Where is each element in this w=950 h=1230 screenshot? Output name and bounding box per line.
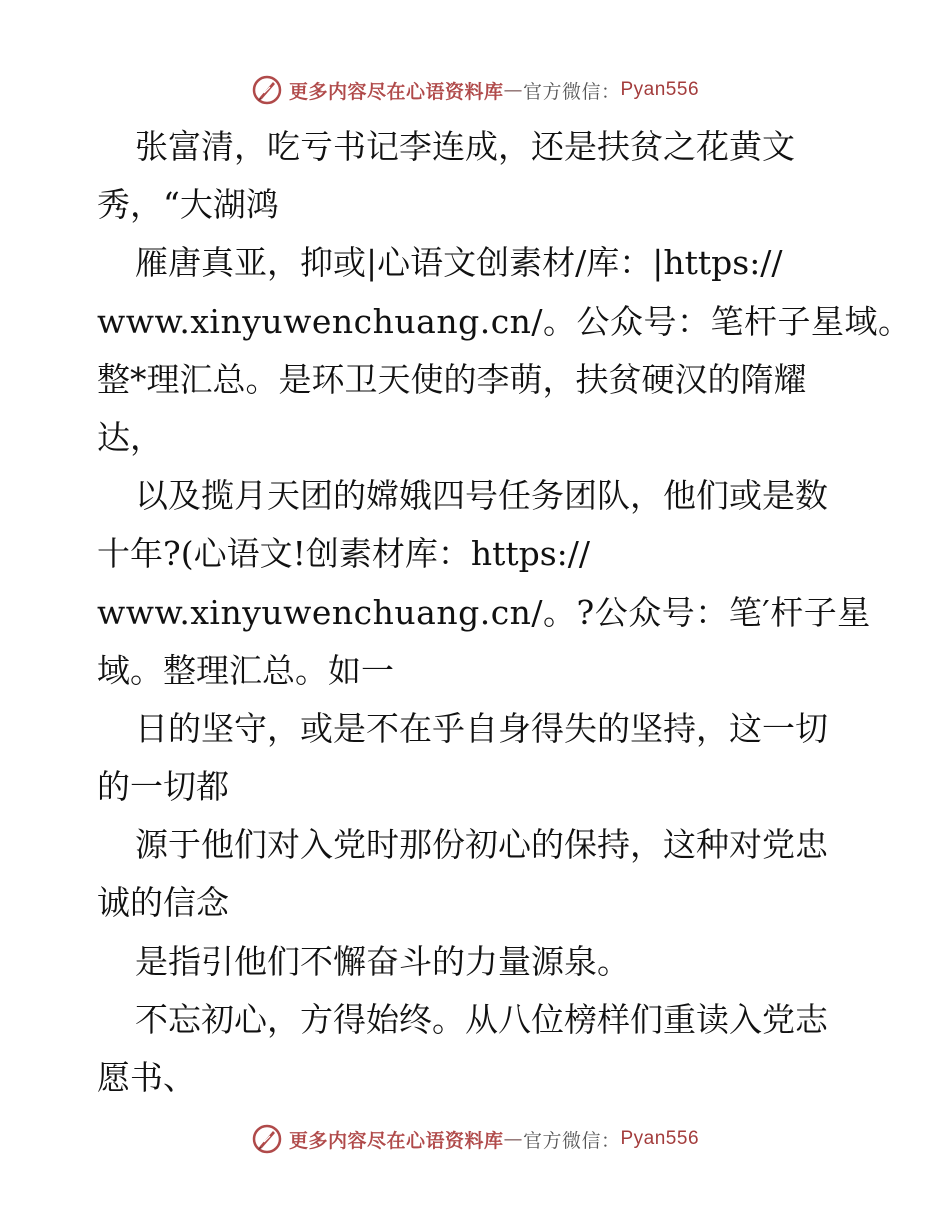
banner-main-text: 更多内容尽在心语资料库 (288, 80, 504, 103)
text-line: 以及揽月天团的嫦娥四号任务团队，他们或是数 (135, 476, 828, 516)
banner-wechat-label: 官方微信： (522, 80, 621, 103)
text-line: www.xinyuwenchuang.cn/。?公众号：笔′杆子星 (97, 592, 871, 632)
text-line: 是指引他们不懈奋斗的力量源泉。 (135, 941, 630, 981)
text-line: 诚的信念 (97, 883, 229, 923)
text-line: 张富清，吃亏书记李连成，还是扶贫之花黄文 (135, 127, 795, 166)
text-line: 不忘初心，方得始终。从八位榜样们重读入党志 (135, 999, 828, 1039)
banner-dash: — (503, 1128, 523, 1150)
header-banner (0, 70, 950, 110)
banner-main-text: 更多内容尽在心语资料库 (288, 1129, 504, 1152)
text-line: 域。整理汇总。如一 (97, 650, 394, 690)
footer-banner (0, 1119, 950, 1159)
banner-wechat-id: Pyan556 (620, 79, 700, 100)
text-line: 雁唐真亚，抑或|心语文创素材/库：|https:// (135, 243, 783, 283)
text-line: 秀，“大湖鸿 (97, 185, 279, 225)
text-line: 日的坚守，或是不在乎自身得失的坚持，这一切 (135, 708, 828, 748)
text-line: www.xinyuwenchuang.cn/。公众号：笔杆子星域。 (97, 301, 912, 341)
text-line: 整*理汇总。是环卫天使的李萌，扶贫硬汉的隋耀 (97, 359, 807, 399)
text-line: 达， (97, 417, 163, 457)
feather-pen-logo-icon (251, 74, 283, 106)
banner-dash: — (503, 79, 523, 101)
text-line: 十年?(心语文!创素材库：https:// (97, 534, 591, 574)
banner-wechat-id: Pyan556 (620, 1128, 700, 1149)
document-body (97, 118, 912, 1107)
text-line: 源于他们对入党时那份初心的保持，这种对党忠 (135, 825, 828, 865)
banner-wechat-label: 官方微信： (522, 1129, 621, 1152)
text-line: 愿书、 (97, 1058, 196, 1097)
feather-pen-logo-icon (251, 1123, 283, 1155)
text-line: 的一切都 (97, 767, 229, 807)
